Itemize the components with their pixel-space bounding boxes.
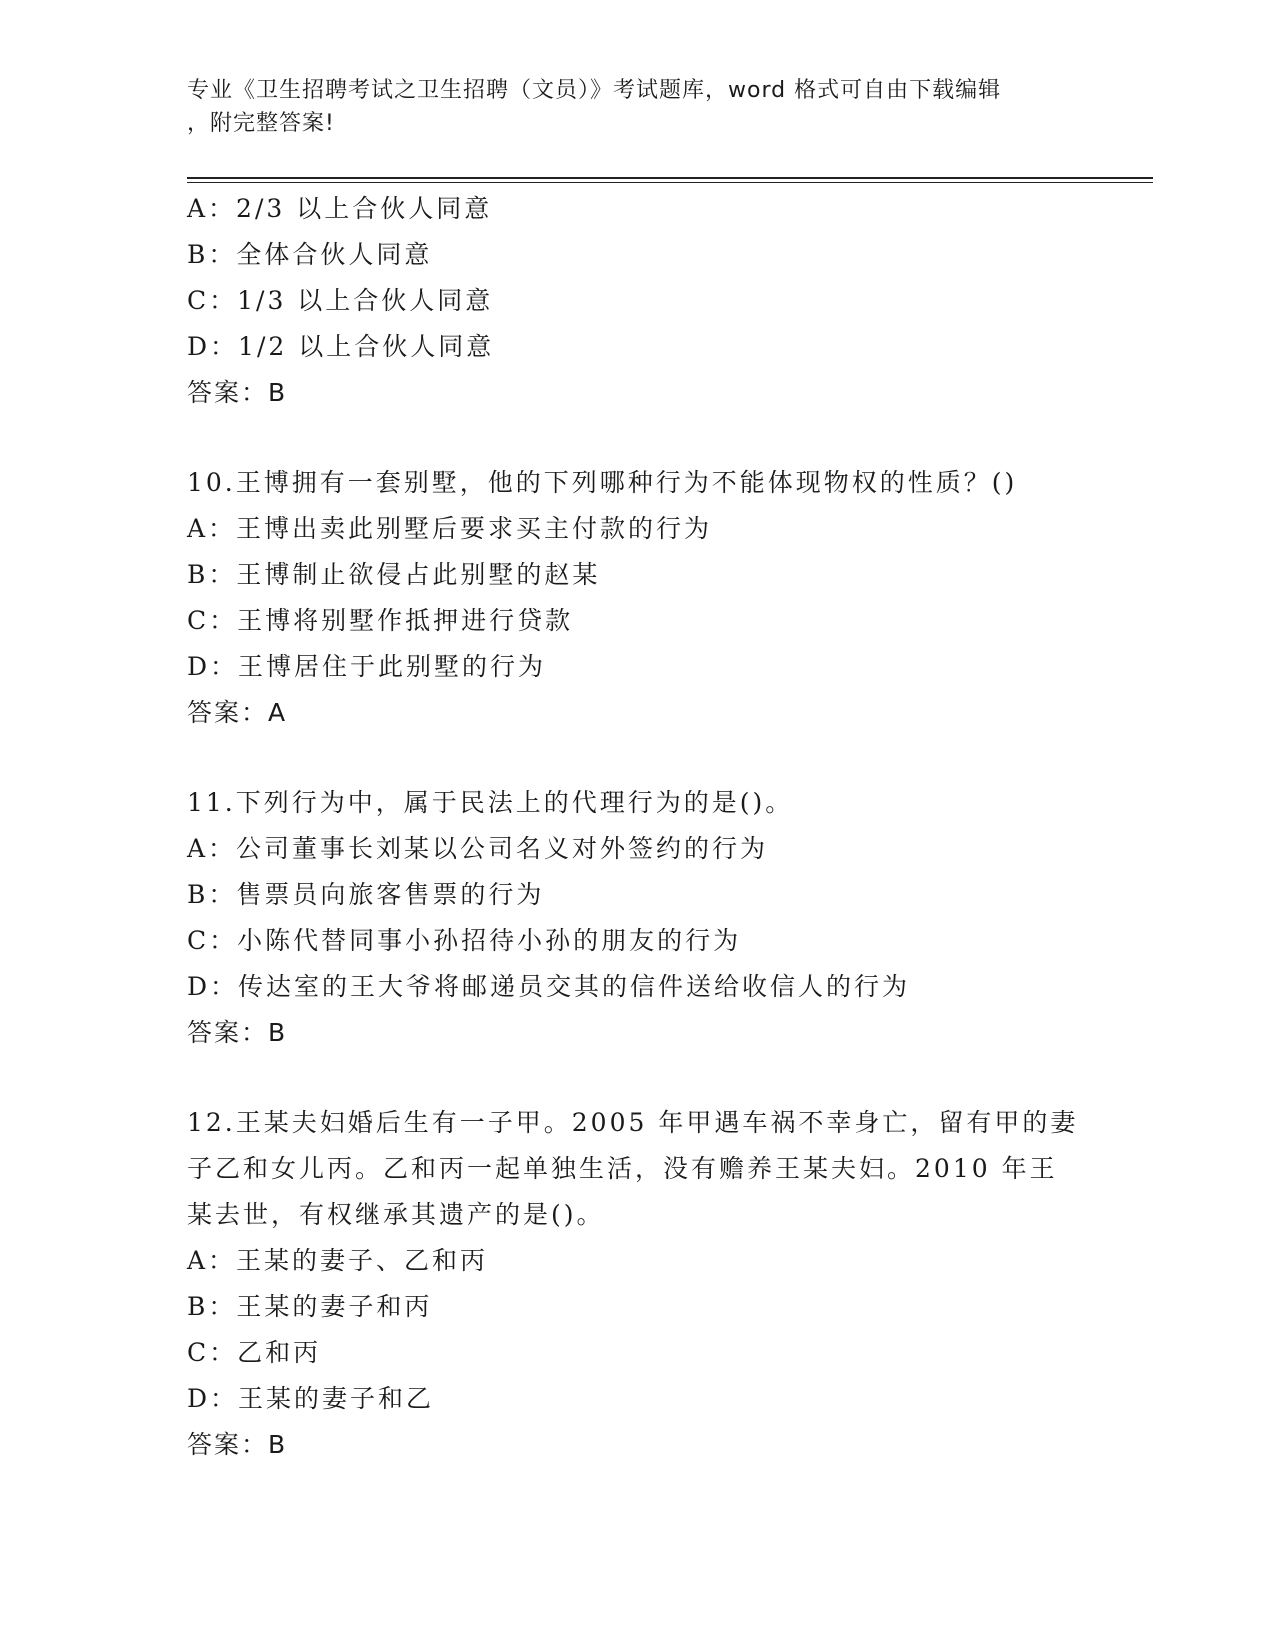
option-d: D：传达室的王大爷将邮递员交其的信件送给收信人的行为	[187, 972, 911, 1001]
option-c: C：王博将别墅作抵押进行贷款	[187, 606, 574, 635]
option-a: A：王某的妻子、乙和丙	[187, 1246, 489, 1275]
option-b: B：售票员向旅客售票的行为	[187, 880, 545, 909]
header-divider-thick	[187, 177, 1153, 179]
option-c: C：1/3 以上合伙人同意	[187, 286, 494, 315]
option-b: B：王博制止欲侵占此别墅的赵某	[187, 560, 601, 589]
question-stem-line-3: 某去世，有权继承其遗产的是()。	[187, 1200, 605, 1229]
option-d: D：王某的妻子和乙	[187, 1384, 435, 1413]
answer: 答案：B	[187, 1018, 288, 1047]
option-d: D：1/2 以上合伙人同意	[187, 332, 495, 361]
question-stem-line-1: 12.王某夫妇婚后生有一子甲。2005 年甲遇车祸不幸身亡，留有甲的妻	[187, 1108, 1079, 1137]
option-b: B：全体合伙人同意	[187, 240, 433, 269]
answer: 答案：A	[187, 698, 288, 727]
question-stem-line-2: 子乙和女儿丙。乙和丙一起单独生活，没有赡养王某夫妇。2010 年王	[187, 1154, 1058, 1183]
header-line-2: ，附完整答案!	[187, 111, 335, 136]
question-12	[187, 1100, 1087, 1468]
answer: 答案：B	[187, 1430, 288, 1459]
option-a: A：王博出卖此别墅后要求买主付款的行为	[187, 514, 713, 543]
header-line-1: 专业《卫生招聘考试之卫生招聘（文员）》考试题库，word 格式可自由下载编辑	[187, 78, 1002, 103]
question-11	[187, 780, 1087, 1056]
question-stem: 10.王博拥有一套别墅，他的下列哪种行为不能体现物权的性质？()	[187, 468, 1018, 497]
question-stem: 11.下列行为中，属于民法上的代理行为的是()。	[187, 788, 794, 817]
option-a: A：公司董事长刘某以公司名义对外签约的行为	[187, 834, 769, 863]
header-divider-thin	[187, 182, 1153, 183]
question-10	[187, 460, 1087, 736]
option-c: C：小陈代替同事小孙招待小孙的朋友的行为	[187, 926, 742, 955]
option-d: D：王博居住于此别墅的行为	[187, 652, 547, 681]
question-9-continued	[187, 186, 1087, 416]
option-c: C：乙和丙	[187, 1338, 322, 1367]
option-a: A：2/3 以上合伙人同意	[187, 194, 493, 223]
option-b: B：王某的妻子和丙	[187, 1292, 433, 1321]
question-list	[187, 186, 1087, 1468]
document-header	[187, 74, 1087, 140]
answer: 答案：B	[187, 378, 288, 407]
